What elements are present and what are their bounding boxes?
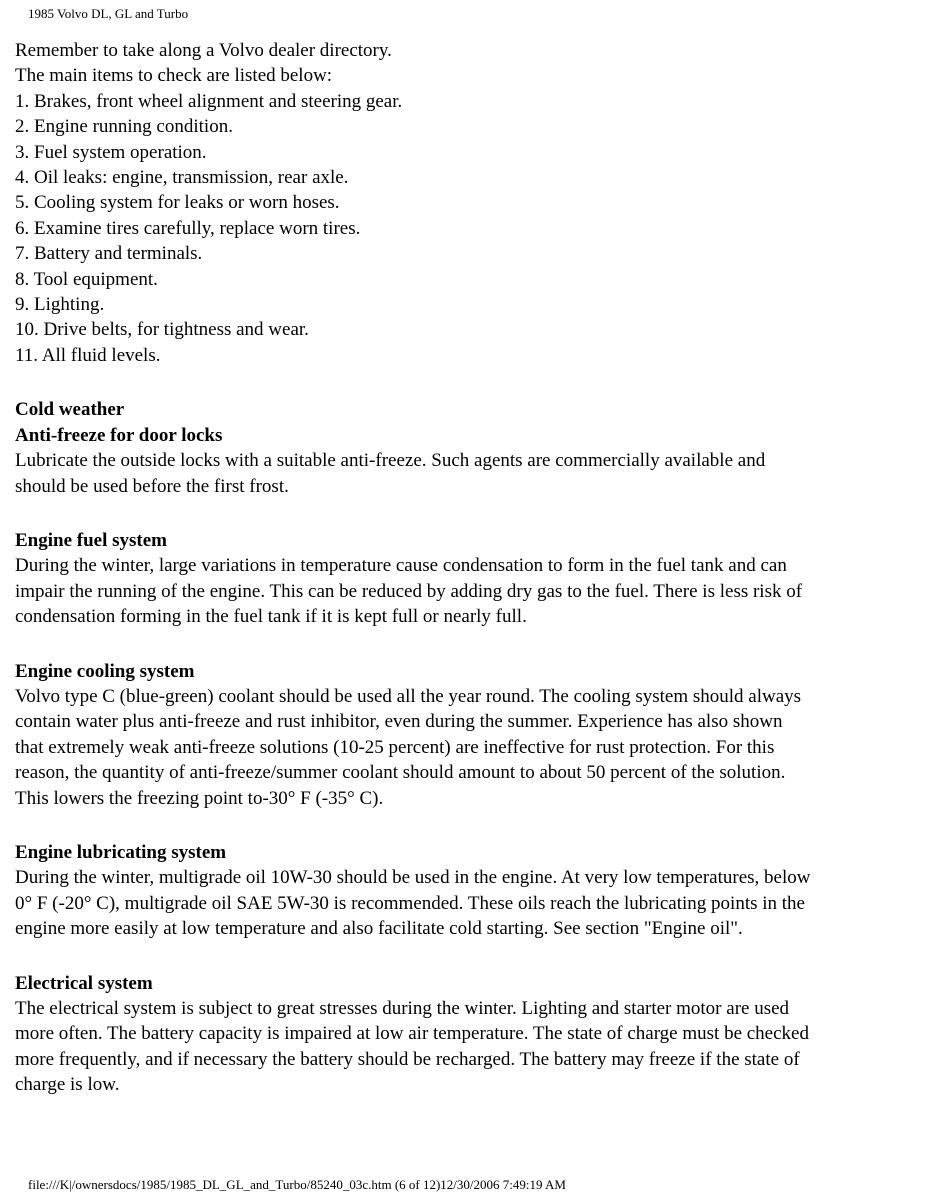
subsection-heading-fuel: Engine fuel system	[15, 529, 167, 551]
paragraph-line: reason, the quantity of anti-freeze/summer coolant should amount to about 50 percent of the solution.	[15, 762, 786, 784]
paragraph-line: impair the running of the engine. This can be reduced by adding dry gas to the fuel. There is less risk of	[15, 580, 803, 602]
subsection-heading-door-locks: Anti-freeze for door locks	[15, 424, 223, 446]
intro-line: The main items to check are listed below:	[15, 65, 333, 87]
section-spacer	[15, 630, 915, 659]
checklist-item: 10. Drive belts, for tightness and wear.	[15, 319, 309, 341]
paragraph-line: contain water plus anti-freeze and rust inhibitor, even during the summer. Experience has also shown	[15, 711, 783, 733]
section-title-cold-weather: Cold weather	[15, 399, 125, 421]
checklist-item: 3. Fuel system operation.	[15, 141, 207, 163]
checklist-item: 5. Cooling system for leaks or worn hoses.	[15, 192, 340, 214]
paragraph-line: Lubricate the outside locks with a suitable anti-freeze. Such agents are commercially available and	[15, 450, 766, 472]
section-spacer	[15, 811, 915, 840]
paragraph-line: more frequently, and if necessary the battery should be recharged. The battery may freeze if the state of	[15, 1048, 800, 1070]
paragraph-line: During the winter, multigrade oil 10W-30 should be used in the engine. At very low temperatures, below	[15, 867, 811, 889]
document-body	[15, 38, 915, 1098]
checklist-item: 8. Tool equipment.	[15, 268, 158, 290]
paragraph-line: During the winter, large variations in temperature cause condensation to form in the fuel tank and can	[15, 555, 787, 577]
paragraph-line: This lowers the freezing point to-30° F (-35° C).	[15, 787, 384, 809]
page-footer-path: file:///K|/ownersdocs/1985/1985_DL_GL_and_Turbo/85240_03c.htm (6 of 12)12/30/2006 7:49:19 AM	[28, 1177, 566, 1192]
checklist-item: 7. Battery and terminals.	[15, 243, 203, 265]
section-spacer	[15, 499, 915, 528]
checklist-item: 6. Examine tires carefully, replace worn tires.	[15, 217, 361, 239]
intro-line: Remember to take along a Volvo dealer directory.	[15, 40, 392, 61]
checklist-item: 4. Oil leaks: engine, transmission, rear axle.	[15, 167, 349, 189]
paragraph-line: The electrical system is subject to great stresses during the winter. Lighting and starter motor are used	[15, 998, 790, 1019]
paragraph-line: engine more easily at low temperature and also facilitate cold starting. See section "Engine oil".	[15, 918, 743, 940]
subsection-heading-cooling: Engine cooling system	[15, 660, 195, 682]
subsection-heading-lubricating: Engine lubricating system	[15, 841, 227, 863]
section-spacer	[15, 368, 915, 397]
paragraph-line: condensation forming in the fuel tank if it is kept full or nearly full.	[15, 606, 527, 628]
paragraph-line: 0° F (-20° C), multigrade oil SAE 5W-30 is recommended. These oils reach the lubricating points in the	[15, 892, 805, 914]
paragraph-line: more often. The battery capacity is impaired at low air temperature. The state of charge must be checked	[15, 1023, 809, 1045]
subsection-heading-electrical: Electrical system	[15, 972, 153, 994]
page-header-title: 1985 Volvo DL, GL and Turbo	[28, 6, 189, 21]
paragraph-line: that extremely weak anti-freeze solutions (10-25 percent) are ineffective for rust protection. For this	[15, 736, 775, 758]
paragraph-line: should be used before the first frost.	[15, 475, 289, 497]
checklist-item: 9. Lighting.	[15, 294, 105, 316]
checklist-item: 1. Brakes, front wheel alignment and steering gear.	[15, 90, 403, 112]
paragraph-line: charge is low.	[15, 1074, 120, 1096]
paragraph-line: Volvo type C (blue-green) coolant should be used all the year round. The cooling system should always	[15, 685, 802, 707]
checklist-item: 2. Engine running condition.	[15, 116, 233, 138]
checklist-item: 11. All fluid levels.	[15, 344, 161, 366]
section-spacer	[15, 942, 915, 971]
